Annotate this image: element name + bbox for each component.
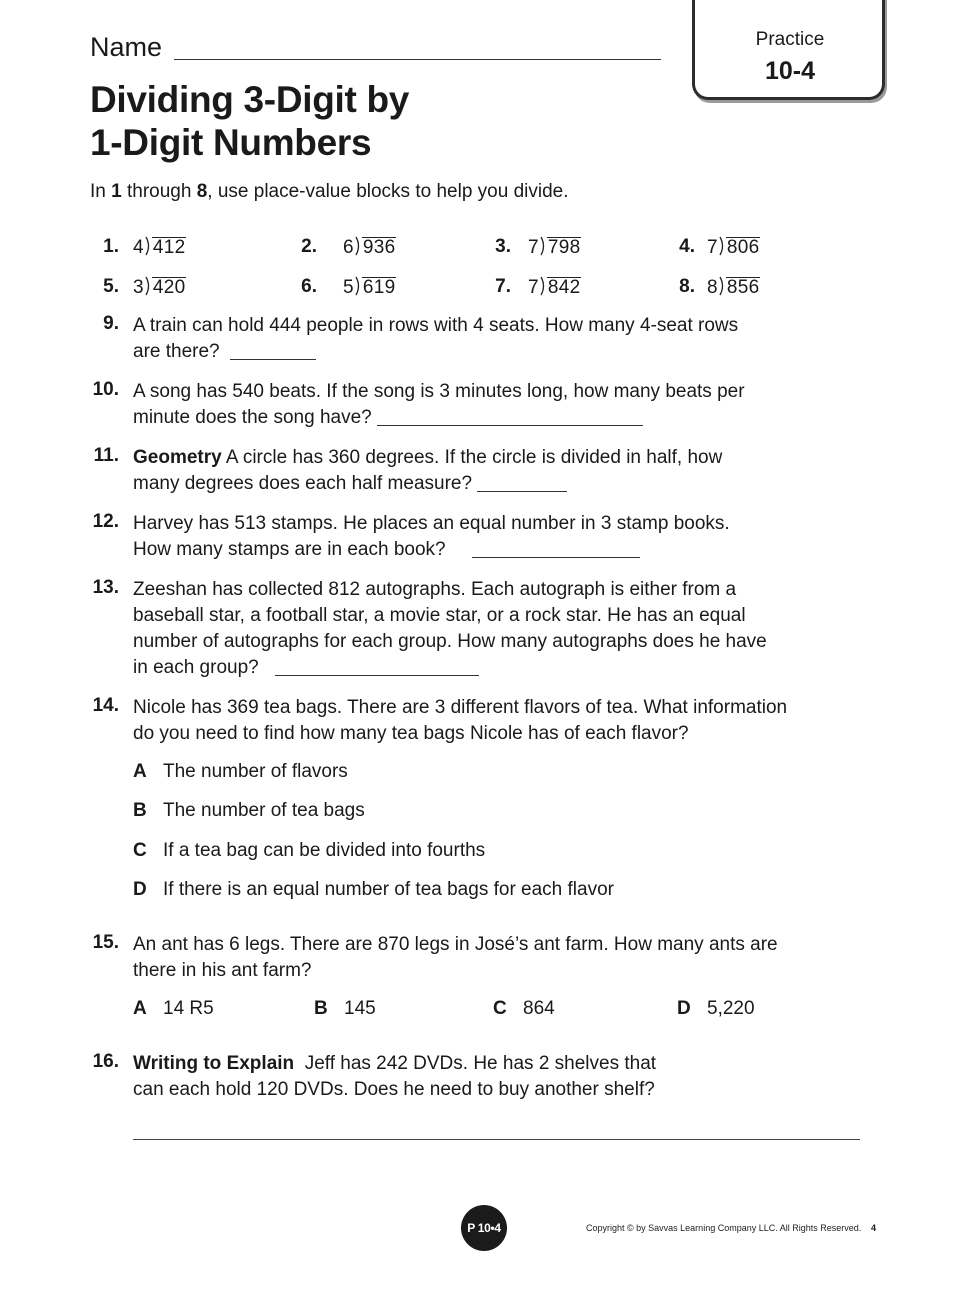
choice-letter: D <box>133 879 147 900</box>
practice-number: 10-4 <box>764 57 816 85</box>
problem-number: 7. <box>495 276 511 297</box>
dividend: 420 <box>152 277 186 298</box>
choice-text: The number of flavors <box>163 761 348 782</box>
problem-14 <box>133 695 861 747</box>
problem-text: A song has 540 beats. If the song is 3 minutes long, how many beats per <box>133 381 745 402</box>
division-bracket-icon <box>145 276 151 296</box>
dividend: 412 <box>152 237 186 258</box>
choice-letter: D <box>677 998 691 1019</box>
dividend: 798 <box>547 237 581 258</box>
problem-text: Nicole has 369 tea bags. There are 3 different flavors of tea. What information <box>133 697 788 718</box>
division-expression <box>343 236 396 259</box>
problem-number: 4. <box>679 236 695 257</box>
title-line-2: 1-Digit Numbers <box>90 122 372 163</box>
problem-text: are there? <box>133 341 220 362</box>
problem-number: 8. <box>679 276 695 297</box>
intro-bold-8: 8 <box>196 181 208 202</box>
problem-number: 2. <box>301 236 317 257</box>
copyright-notice: Copyright © by Savvas Learning Company LLC. All Rights Reserved. <box>586 1223 862 1233</box>
division-expression <box>528 276 581 299</box>
problem-number: 9. <box>103 313 119 334</box>
problem-number: 12. <box>92 511 119 532</box>
dividend: 842 <box>547 277 581 298</box>
problem-text: do you need to find how many tea bags Nicole has of each flavor? <box>133 723 689 744</box>
choice-text: If there is an equal number of tea bags for each flavor <box>163 879 614 900</box>
division-bracket-icon <box>355 236 361 256</box>
intro-text: In <box>90 181 112 202</box>
answer-blank[interactable] <box>275 657 479 676</box>
problem-topic: Writing to Explain <box>133 1053 295 1074</box>
instructions <box>90 181 569 203</box>
choice-letter: C <box>493 998 507 1019</box>
choice-d[interactable] <box>677 998 755 1020</box>
answer-blank[interactable] <box>472 539 640 558</box>
problem-text: A train can hold 444 people in rows with 4 seats. How many 4-seat rows <box>133 315 739 336</box>
choice-b[interactable] <box>133 800 365 822</box>
page-title <box>90 78 409 164</box>
divisor: 3 <box>133 277 144 298</box>
division-expression <box>343 276 396 299</box>
divisor: 7 <box>528 277 539 298</box>
problem-number: 3. <box>495 236 511 257</box>
choice-a[interactable] <box>133 761 348 783</box>
problem-text: How many stamps are in each book? <box>133 539 446 560</box>
choice-text: If a tea bag can be divided into fourths <box>163 840 486 861</box>
answer-blank[interactable] <box>477 473 567 492</box>
problem-text: Jeff has 242 DVDs. He has 2 shelves that <box>294 1053 657 1074</box>
problem-text: number of autographs for each group. How many autographs does he have <box>133 631 767 652</box>
problem-number: 5. <box>103 276 119 297</box>
name-label: Name <box>90 32 163 62</box>
name-field[interactable] <box>174 59 661 60</box>
problem-number: 6. <box>301 276 317 297</box>
problem-number: 10. <box>92 379 119 400</box>
problem-16 <box>133 1051 861 1103</box>
divisor: 7 <box>528 237 539 258</box>
choice-text: The number of tea bags <box>163 800 365 821</box>
problem-number: 14. <box>92 695 119 716</box>
choice-b[interactable] <box>314 998 376 1020</box>
division-bracket-icon <box>719 236 725 256</box>
title-line-1: Dividing 3-Digit by <box>90 79 410 120</box>
problem-text: many degrees does each half measure? <box>133 473 473 494</box>
intro-text: , use place-value blocks to help you divide. <box>207 181 569 202</box>
writing-answer-line[interactable] <box>133 1139 860 1140</box>
choice-letter: A <box>133 998 147 1019</box>
problem-number: 1. <box>103 236 119 257</box>
problem-text: Harvey has 513 stamps. He places an equal number in 3 stamp books. <box>133 513 730 534</box>
intro-text: through <box>121 181 197 202</box>
problem-number: 16. <box>92 1051 119 1072</box>
problem-10 <box>133 379 861 431</box>
problem-15 <box>133 932 861 984</box>
problem-13 <box>133 577 861 681</box>
dividend: 619 <box>362 277 396 298</box>
problem-text: in each group? <box>133 657 259 678</box>
problem-text: there in his ant farm? <box>133 960 312 981</box>
division-expression <box>707 236 760 259</box>
choice-letter: B <box>314 998 328 1019</box>
dividend: 806 <box>726 237 760 258</box>
problem-number: 15. <box>92 932 119 953</box>
answer-blank[interactable] <box>230 341 316 360</box>
division-expression <box>707 276 760 299</box>
divisor: 6 <box>343 237 354 258</box>
dividend: 936 <box>362 237 396 258</box>
problem-11 <box>133 445 861 497</box>
choice-letter: B <box>133 800 147 821</box>
problem-text: can each hold 120 DVDs. Does he need to buy another shelf? <box>133 1079 655 1100</box>
division-bracket-icon <box>719 276 725 296</box>
division-bracket-icon <box>540 276 546 296</box>
problem-12 <box>133 511 861 563</box>
divisor: 4 <box>133 237 144 258</box>
choice-text: 864 <box>523 998 555 1019</box>
division-expression <box>133 276 186 299</box>
answer-blank[interactable] <box>377 407 643 426</box>
problem-text: Zeeshan has collected 812 autographs. Each autograph is either from a <box>133 579 737 600</box>
choice-d[interactable] <box>133 879 614 901</box>
choice-text: 14 R5 <box>163 998 214 1019</box>
problem-text: A circle has 360 degrees. If the circle is divided in half, how <box>221 447 723 468</box>
problem-text: An ant has 6 legs. There are 870 legs in José’s ant farm. How many ants are <box>133 934 778 955</box>
intro-bold-1: 1 <box>111 181 122 202</box>
choice-a[interactable] <box>133 998 214 1020</box>
choice-c[interactable] <box>493 998 555 1020</box>
choice-letter: A <box>133 761 147 782</box>
problem-number: 11. <box>93 445 119 466</box>
division-expression <box>528 236 581 259</box>
problem-topic: Geometry <box>133 447 222 468</box>
division-bracket-icon <box>355 276 361 296</box>
divisor: 5 <box>343 277 354 298</box>
choice-letter: C <box>133 840 147 861</box>
division-bracket-icon <box>540 236 546 256</box>
choice-c[interactable] <box>133 840 486 862</box>
division-bracket-icon <box>145 236 151 256</box>
choice-text: 5,220 <box>707 998 755 1019</box>
problem-number: 13. <box>92 577 119 598</box>
divisor: 8 <box>707 277 718 298</box>
problem-text: minute does the song have? <box>133 407 372 428</box>
problem-9 <box>133 313 861 365</box>
page-badge: P 10•4 <box>461 1205 507 1251</box>
page-number: 4 <box>871 1223 877 1233</box>
practice-label: Practice <box>755 29 825 50</box>
choice-text: 145 <box>344 998 376 1019</box>
dividend: 856 <box>726 277 760 298</box>
division-expression <box>133 236 186 259</box>
problem-text: baseball star, a football star, a movie star, or a rock star. He has an equal <box>133 605 746 626</box>
divisor: 7 <box>707 237 718 258</box>
